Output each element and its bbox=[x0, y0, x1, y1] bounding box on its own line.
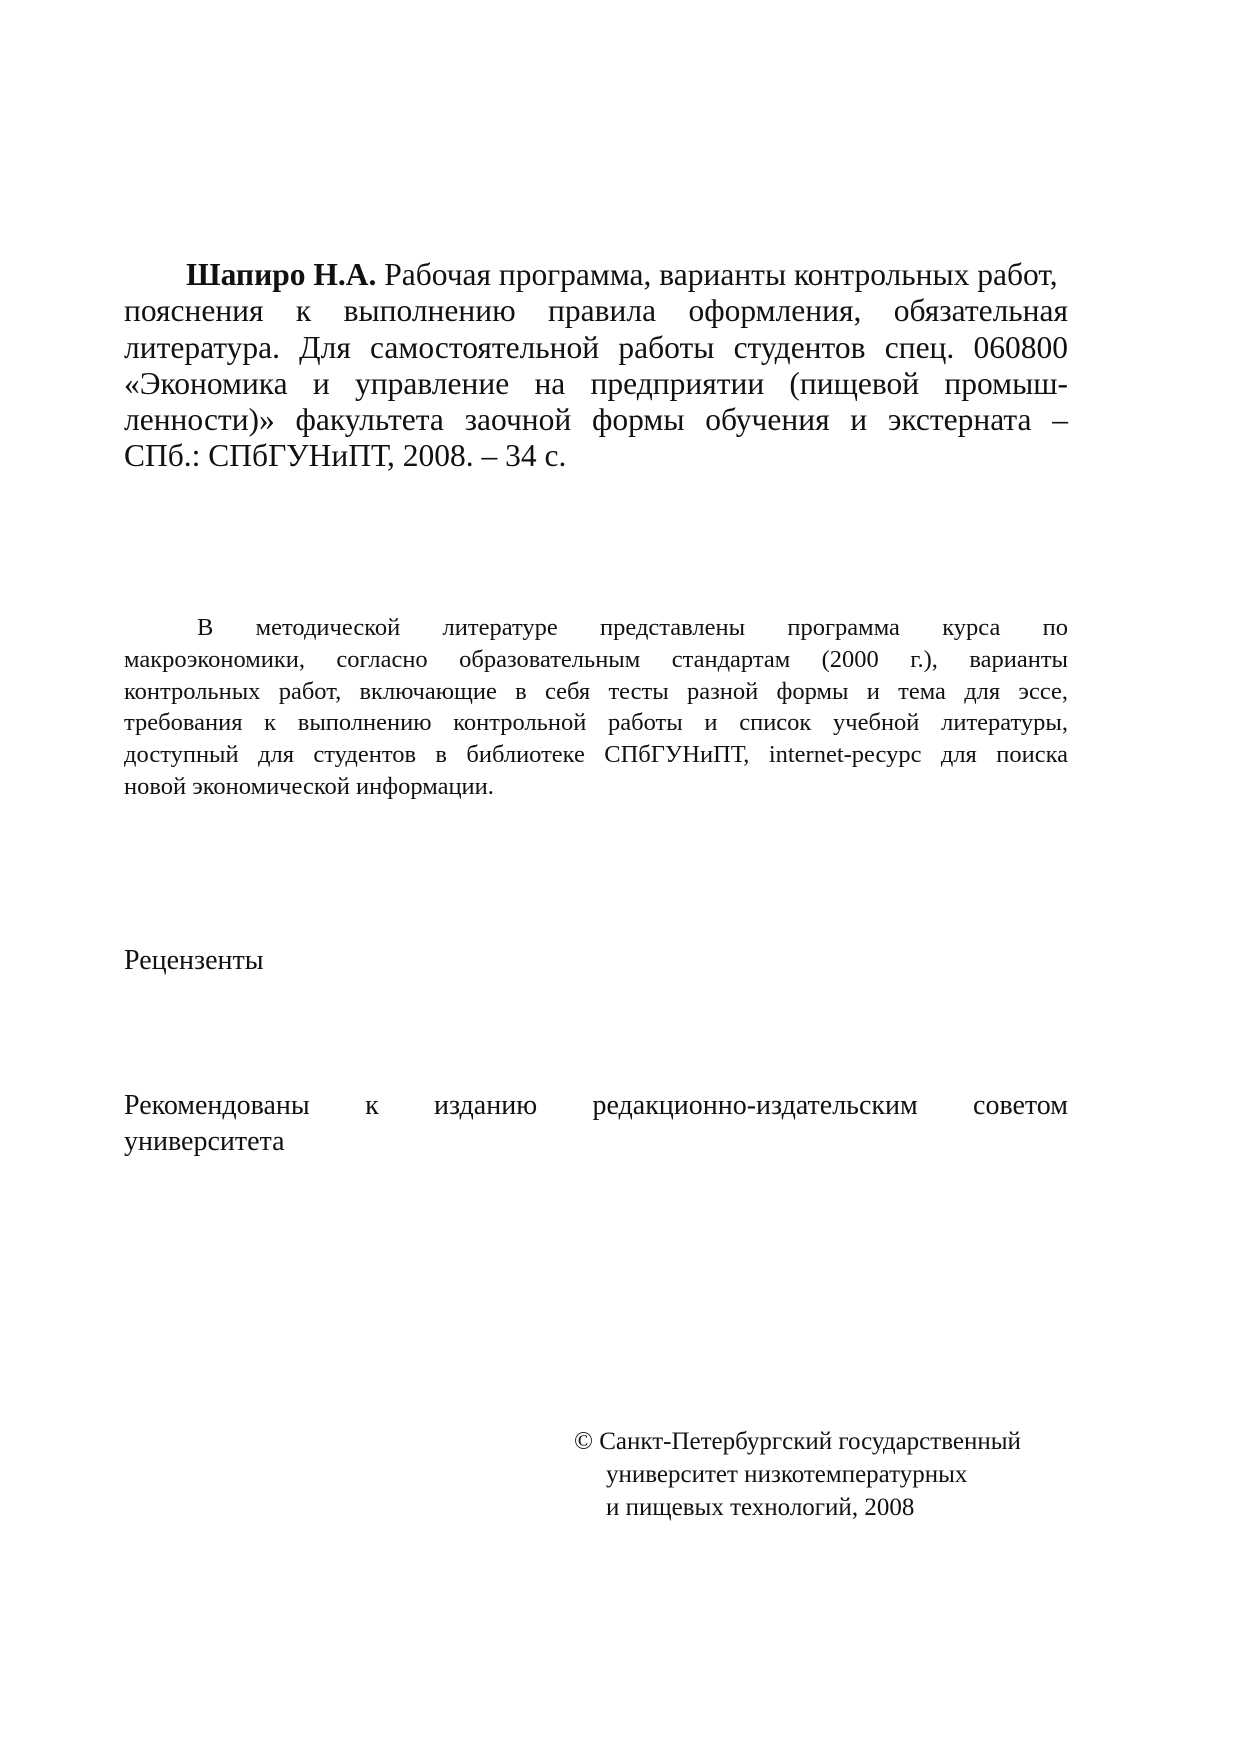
bibliography-line-5: ленности)» факультета заочной формы обучения и экстерната – bbox=[124, 402, 1068, 438]
annotation-line-5: доступный для студентов в библиотеке СПбГУНиПТ, internet-ресурс для поиска bbox=[124, 741, 1068, 769]
bibliography-line-6: СПб.: СПбГУНиПТ, 2008. – 34 с. bbox=[124, 438, 567, 474]
copyright-notice bbox=[574, 1425, 1021, 1524]
reviewers-heading bbox=[124, 944, 1068, 978]
bibliography-title-start: Рабочая программа, варианты контрольных работ, bbox=[376, 257, 1058, 292]
copyright-line-3: и пищевых технологий, 2008 bbox=[606, 1494, 915, 1521]
author-name: Шапиро Н.А. bbox=[186, 257, 377, 292]
copyright-line-1: © Санкт-Петербургский государственный bbox=[574, 1428, 1021, 1455]
recommendation-line-1: Рекомендованы к изданию редакционно-издательским советом bbox=[124, 1090, 1068, 1121]
bibliographic-description bbox=[124, 257, 1068, 475]
reviewers-label: Рецензенты bbox=[124, 945, 264, 976]
bibliography-line-2: пояснения к выполнению правила оформления, обязательная bbox=[124, 293, 1068, 329]
annotation-line-1: В методической литературе представлены программа курса по bbox=[197, 614, 1068, 641]
recommendation-line-2: университета bbox=[124, 1126, 285, 1157]
copyright-line-2: университет низкотемпературных bbox=[606, 1461, 968, 1488]
bibliography-line-1 bbox=[124, 257, 1068, 293]
annotation-line-6: новой экономической информации. bbox=[124, 772, 494, 800]
annotation bbox=[124, 612, 1068, 803]
bibliography-line-4: «Экономика и управление на предприятии (пищевой промыш- bbox=[124, 365, 1068, 401]
annotation-line-4: требования к выполнению контрольной работы и список учебной литературы, bbox=[124, 709, 1068, 737]
bibliography-line-3: литература. Для самостоятельной работы студентов спец. 060800 bbox=[124, 329, 1068, 365]
annotation-line-2: макроэкономики, согласно образовательным стандартам (2000 г.), варианты bbox=[124, 645, 1068, 673]
annotation-line-3: контрольных работ, включающие в себя тесты разной формы и тема для эссе, bbox=[124, 677, 1068, 705]
publication-recommendation bbox=[124, 1088, 1068, 1160]
